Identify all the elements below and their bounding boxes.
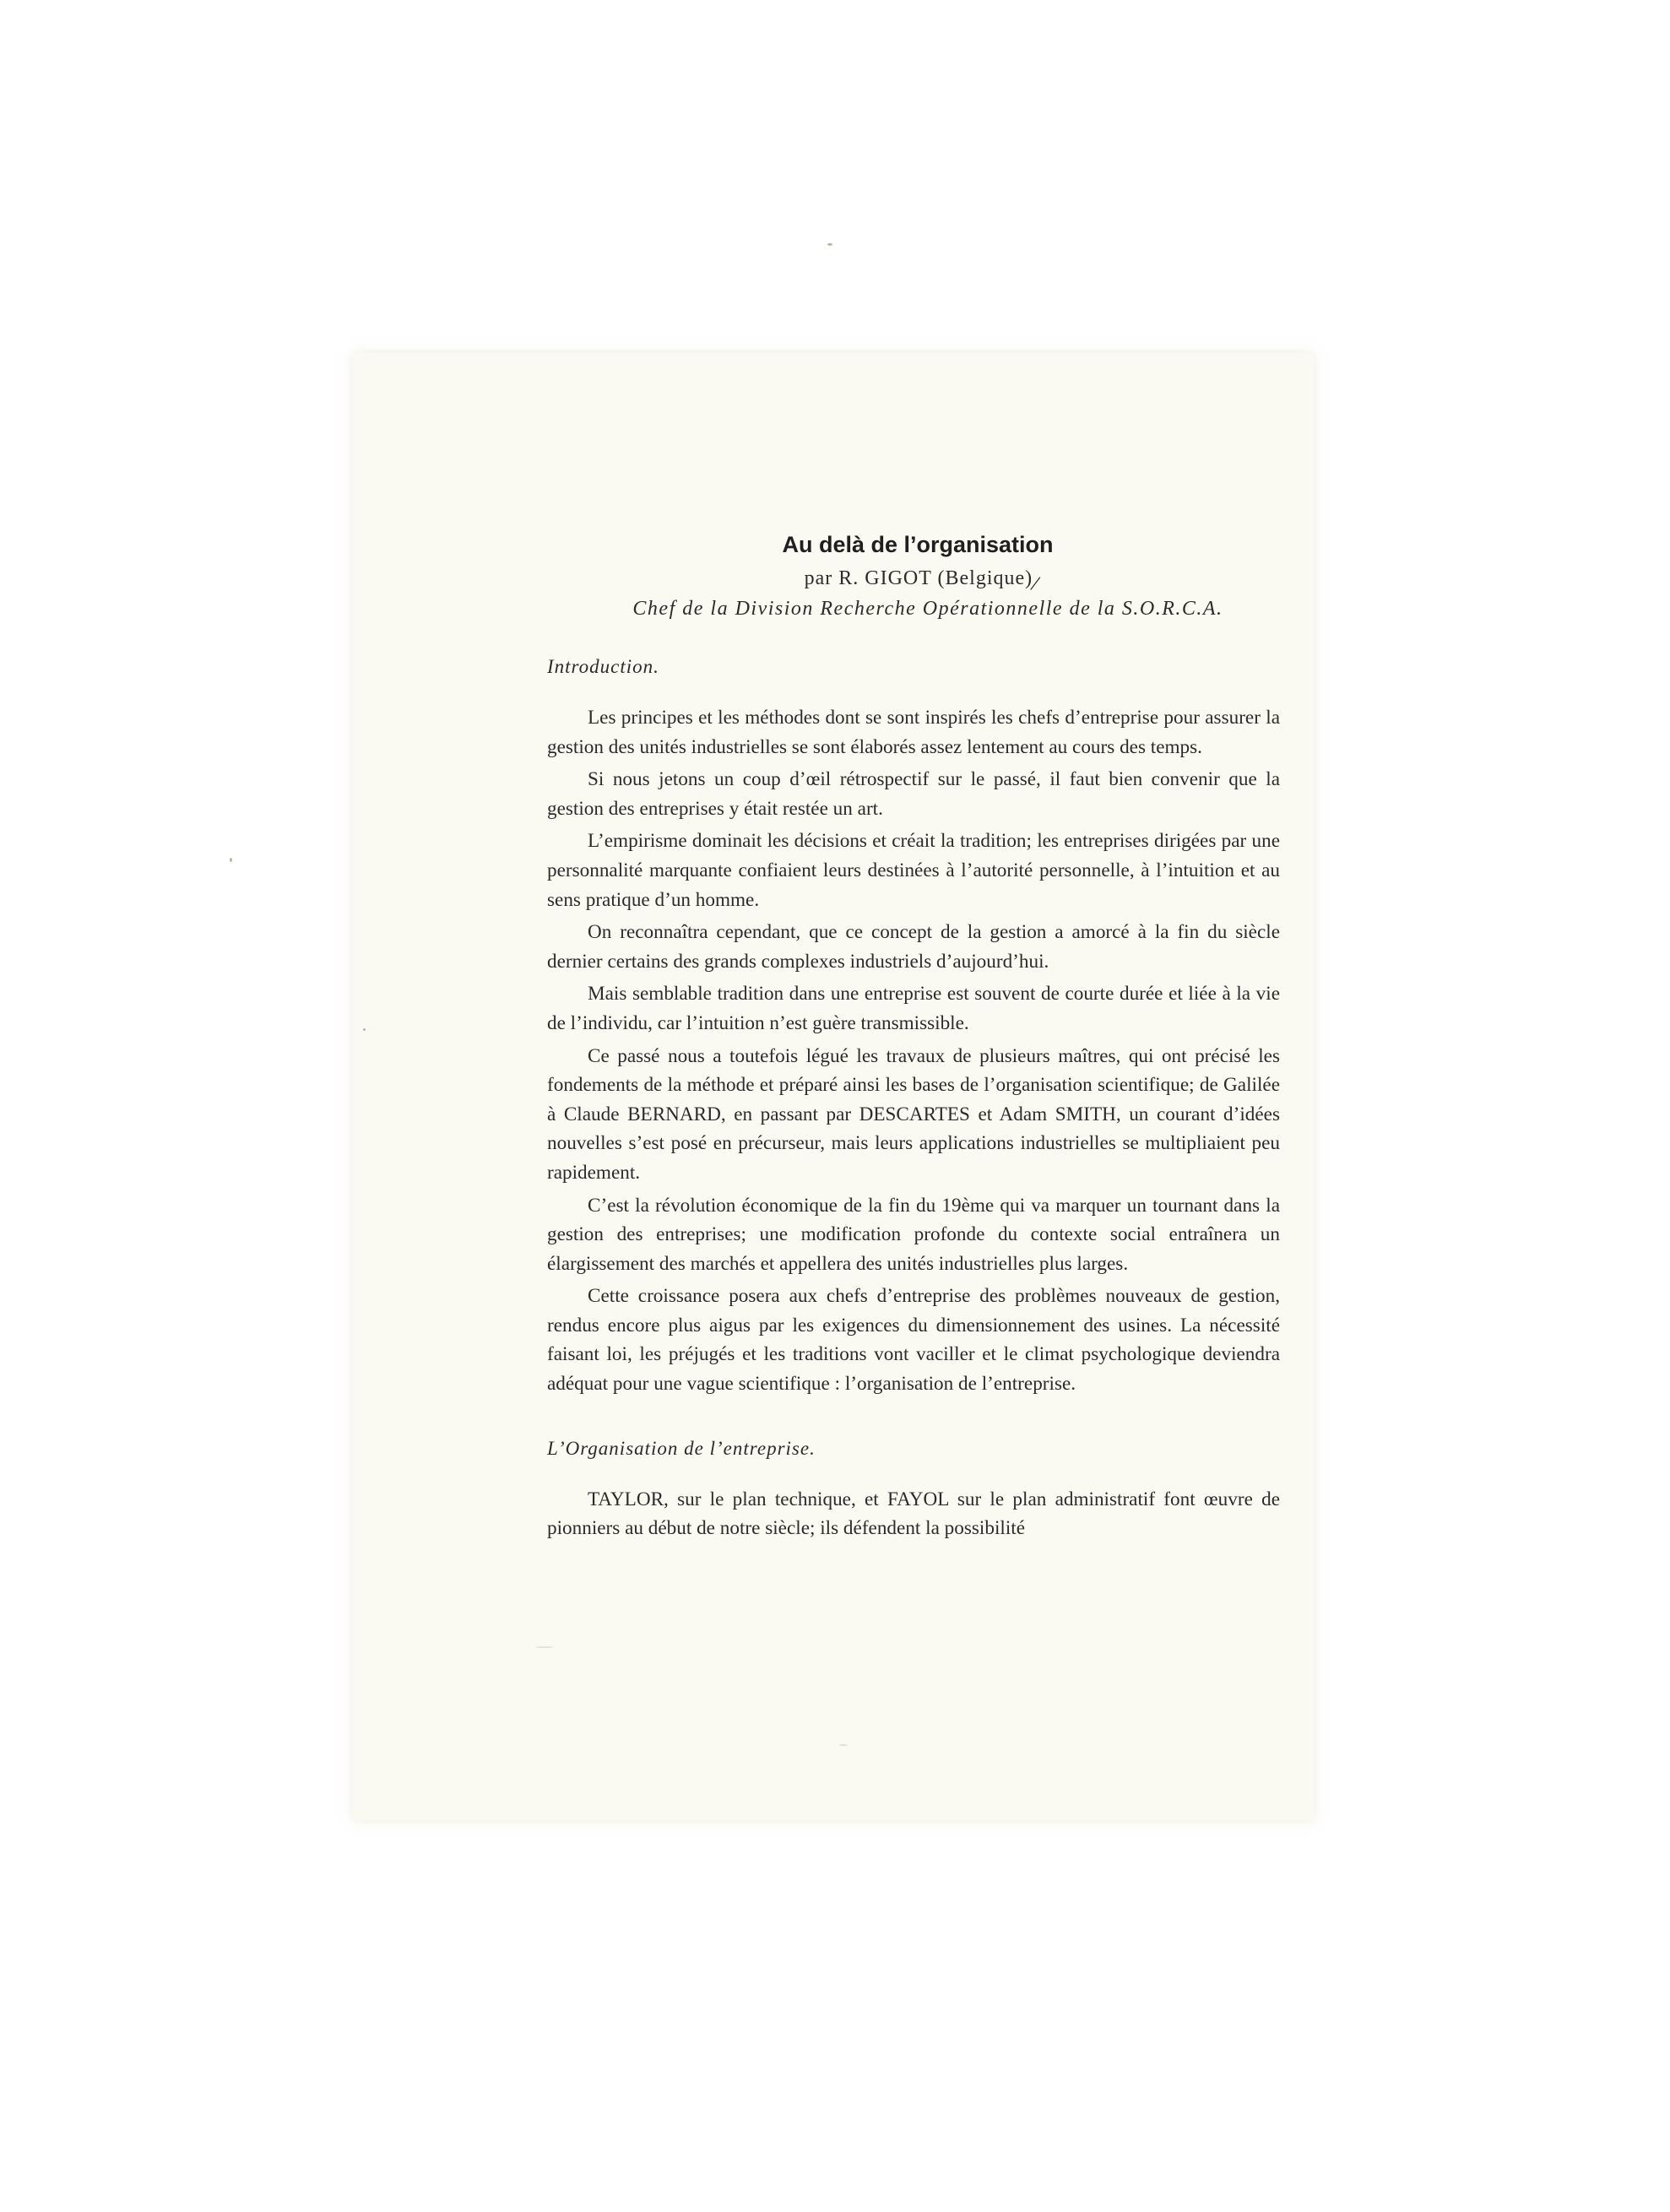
author-affiliation: Chef de la Division Recherche Opérationnelle de la S.O.R.C.A. [632,598,1223,620]
section-heading-introduction: Introduction. [547,656,659,677]
paragraph: Cette croissance posera aux chefs d’entreprise des problèmes nouveaux de gestion, rendus encore plus aigus par les exigences du dimensionnement des usines. La nécessité faisant loi, les préjugés et les traditions vont vaciller et le climat psychologique deviendra adéquat pour une vague scientifique : l’organisation de l’entreprise. [547,1285,1280,1396]
paragraph: Ce passé nous a toutefois légué les travaux de plusieurs maîtres, qui ont précisé les fondements de la méthode et préparé ainsi les bases de l’organisation scientifique; de Galilée à Claude BERNARD, en passant par DESCARTES et Adam SMITH, un courant d’idées nouvelles s’est posé en précurseur, mais leurs applications industrielles se multipliaient peu rapidement. [547,1044,1280,1184]
paragraph: Mais semblable tradition dans une entreprise est souvent de courte durée et liée à la vie de l’individu, car l’intuition n’est guère transmissible. [547,983,1280,1034]
paragraph: Les principes et les méthodes dont se sont inspirés les chefs d’entreprise pour assurer la gestion des unités industrielles se sont élaborés assez lentement au cours des temps. [547,707,1280,758]
paragraph: On reconnaîtra cependant, que ce concept de la gestion a amorcé à la fin du siècle dernier certains des grands complexes industriels d’aujourd’hui. [547,921,1280,973]
article [547,530,1280,1547]
article-byline [566,564,1280,597]
scan-speck [827,243,832,246]
paragraph: C’est la révolution économique de la fin du 19ème qui va marquer un tournant dans la gestion des entreprises; une modification profonde du contexte social entraînera un élargissement des marchés et appellera des unités industrielles plus larges. [547,1194,1280,1275]
scan-speck [535,1646,554,1648]
paragraph: TAYLOR, sur le plan technique, et FAYOL sur le plan administratif font œuvre de pionniers au début de notre siècle; ils défendent la possibilité [547,1488,1280,1540]
article-title: Au delà de l’organisation [782,532,1054,557]
scan-speck [839,1744,848,1746]
scan-speck [230,858,232,862]
paragraph: L’empirisme dominait les décisions et créait la tradition; les entreprises dirigées par une personnalité marquante confiaient leurs destinées à l’autorité personnelle, à l’intuition et au sens pratique d’un homme. [547,830,1280,911]
byline-text: par R. GIGOT (Belgique) [804,567,1033,589]
section-heading-organisation: L’Organisation de l’entreprise. [547,1437,816,1459]
scan-speck [363,1028,366,1031]
paragraph: Si nous jetons un coup d’œil rétrospectif sur le passé, il faut bien convenir que la gestion des entreprises y était restée un art. [547,768,1280,820]
handwritten-slash-mark: / [1028,571,1044,597]
